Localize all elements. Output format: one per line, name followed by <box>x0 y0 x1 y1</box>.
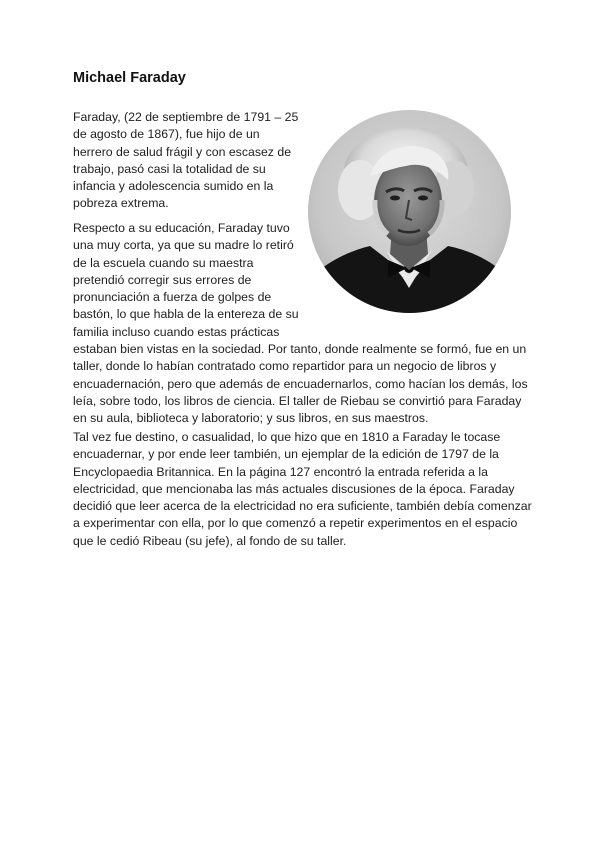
text-line: Encyclopaedia Britannica. En la página 127 encontró la entrada referida a la <box>73 464 488 479</box>
text-line: Respecto a su educación, Faraday tuvo <box>73 221 290 235</box>
text-line: infancia y adolescencia sumido en la <box>73 179 274 194</box>
text-line: electricidad, que mencionaba las más actuales discusiones de la época. Faraday <box>73 481 515 496</box>
paragraph-birth <box>73 109 298 213</box>
text-line: de la escuela cuando su maestra <box>73 255 254 270</box>
text-line: bastón, lo que habla de la entereza de su <box>73 307 299 322</box>
text-line: una muy corta, ya que su madre lo retiró <box>73 238 294 253</box>
text-line: encuadernar, y por ende leer también, un ejemplar de la edición de 1797 de la <box>73 447 499 462</box>
text-line: a experimentar con ella, por lo que comenzó a repetir experimentos en el espacio <box>73 516 518 531</box>
text-line: taller, donde lo habían contratado como repartidor para un negocio de libros y <box>73 359 497 374</box>
text-line: encuadernación, pero que además de encuadernarlos, como hacían los demás, los <box>73 376 528 391</box>
text-line: Faraday, (22 de septiembre de 1791 – 25 <box>73 110 299 124</box>
text-line: herrero de salud frágil y con escasez de <box>73 144 292 159</box>
text-line: Tal vez fue destino, o casualidad, lo que hizo que en 1810 a Faraday le tocase <box>73 430 501 444</box>
text-line: trabajo, pasó casi la totalidad de su <box>73 161 266 176</box>
text-line: estaban bien vistas en la sociedad. Por tanto, donde realmente se formó, fue en un <box>73 342 527 357</box>
text-line: decidió que leer acerca de la electricidad no era suficiente, también debía comenzar <box>73 499 532 514</box>
text-line: pronunciación a fuerza de golpes de <box>73 290 272 305</box>
text-line: que le cedió Ribeau (su jefe), al fondo de su taller. <box>73 533 347 548</box>
text-line: en su aula, biblioteca y laboratorio; y sus libros, en sus maestros. <box>73 411 429 426</box>
text-line: leía, sobre todo, los libros de ciencia. El taller de Riebau se convirtió para Faraday <box>73 393 522 408</box>
text-line: de agosto de 1867), fue hijo de un <box>73 127 260 142</box>
paragraph-education <box>73 220 528 428</box>
text-line: familia incluso cuando estas prácticas <box>73 324 280 339</box>
paragraph-encyclopaedia <box>73 429 532 550</box>
document-title: Michael Faraday <box>73 70 186 86</box>
text-line: pobreza extrema. <box>73 196 169 211</box>
text-line: pretendió corregir sus errores de <box>73 272 252 287</box>
